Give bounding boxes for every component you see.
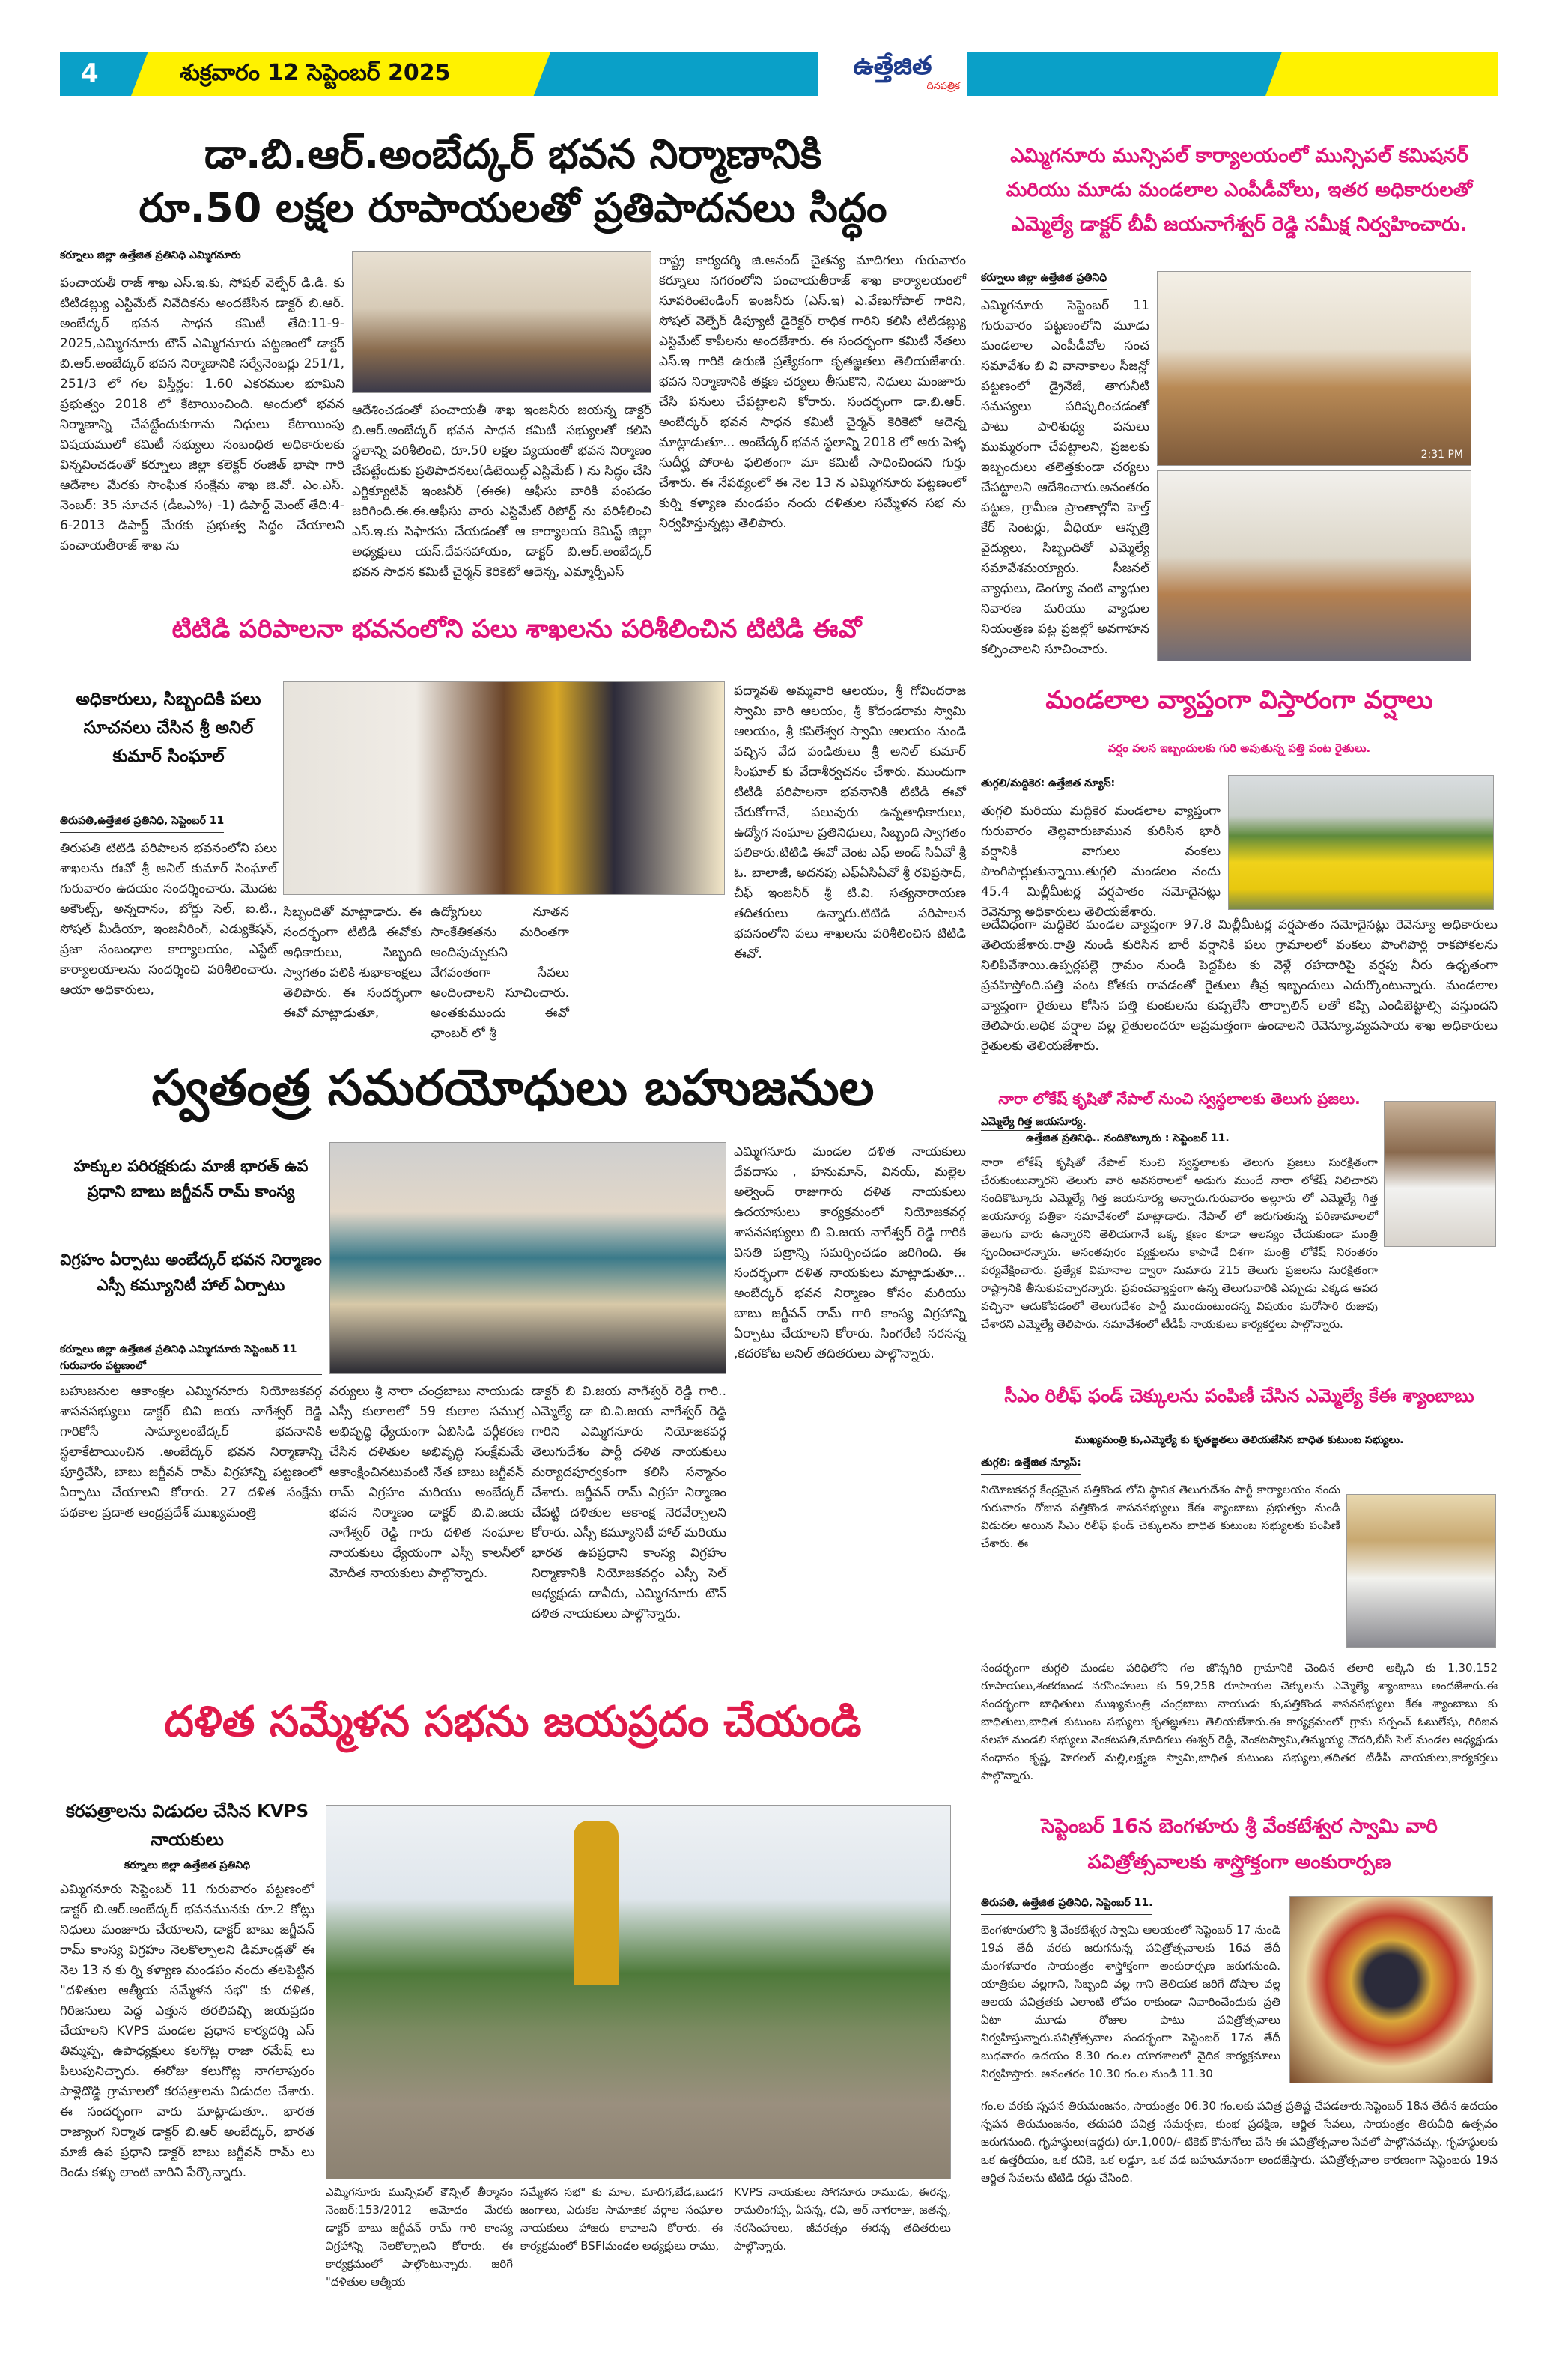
article-text: తుగ్గలి మరియు మద్దికెర మండలాల వ్యాప్తంగా గురువారం తెల్లవారుజామున కురిసిన భారీ వర్షానికి వాగులు వంకలు పొంగిపొర్లుతున్నాయి.తుగ్గలి మండలం నందు 45.4 మిల్లీమీటర్ల వర్షపాతం నమోదైనట్లు రెవెన్యూ అధికారులు తెలియజేశారు. (981, 804, 1221, 920)
byline: ఉత్తేజిత ప్రతినిధి.. నందికొట్కూరు : సెప్టెంబర్ 11. (1026, 1132, 1230, 1144)
article-text: సిబ్బందితో మాట్లాడారు. ఈ సందర్భంగా టిటిడి ఈవోకు అధికారులు, సిబ్బంది స్వాగతం పలికి శుభాకాంక్షలు తెలిపారు. ఈ సందర్భంగా ఈవో మాట్లాడుతూ, (283, 905, 422, 1021)
byline: కర్నూలు జిల్లా ఉత్తేజిత ప్రతినిధి ఎమ్మిగనూరు సెప్టెంబర్ 11 గురువారం పట్టణంలో (60, 1341, 322, 1375)
article-5-subheadline-1: హక్కుల పరిరక్షకుడు మాజీ భారత్ ఉప ప్రధాని బాబు జగ్జీవన్ రామ్ కాంస్య (73, 1157, 309, 1200)
article-1-headline (60, 127, 966, 235)
byline: తిరుపతి,ఉత్తేజిత ప్రతినిధి, సెప్టెంబర్ 11 (60, 815, 224, 833)
photo-venkateswara-deity (1289, 1896, 1493, 2083)
article-text: బెంగళూరులోని శ్రీ వేంకటేశ్వర స్వామి ఆలయంలో సెప్టెంబర్ 17 నుండి 19వ తేదీ వరకు జరుగనున్న పవిత్రోత్సవాలకు 16వ తేదీ మంగళవారం సాయంత్రం శాస్త్రోక్తంగా అంకురార్పణ జరుగనుంది. యాత్రికుల వల్లగాని, సిబ్బంది వల్ల గాని తెలియక జరిగే దోషాల వల్ల ఆలయ పవిత్రతకు ఎలాంటి లోపం రాకుండా నివారించేందుకు ప్రతి ఏటా మూడు రోజుల పాటు పవిత్రోత్సవాలు నిర్వహిస్తున్నారు.పవిత్రోత్సవాల సందర్భంగా సెప్టెంబర్ 17న తేదీ బుధవారం ఉదయం 8.30 గం.ల యాగశాలలో వైదిక కార్యక్రమాలు నిర్వహిస్తారు. అనంతరం 10.30 గం.ల నుండి 11.30 (981, 1923, 1280, 2080)
article-text: సమ్మేళన సభ" కు మాల, మాదిగ,బేడ,బుడగ జంగాలు, ఎరుకల సామాజిక వర్గాల సంఘాల నాయకులు హాజరు కావాలని కోరారు. ఈ కార్యక్రమంలో BSFIమండల అధ్యక్షులు రాము, (520, 2185, 723, 2253)
article-text: KVPS నాయకులు సోగనూరు రాముడు, ఈరన్న, రామలింగప్ప, ఏసన్న, రవి, ఆర్ నాగరాజు, జతన్న, నరసింహులు, జీవరత్నం ఈరన్న తదితరులు పాల్గొన్నారు. (734, 2185, 951, 2253)
article-text: డాక్టర్ బి వి.జయ నాగేశ్వర్ రెడ్డి గారి.. ఎమ్మెల్యే డా బి.వి.జయ నాగేశ్వర్ రెడ్డి గారిని ఎమ్మిగనూరు నియోజకవర్గ తెలుగుదేశం పార్టీ దళిత నాయకులు మర్యాదపూర్వకంగా కలిసి సన్మానం చేశారు. జగ్జీవన్ రామ్ విగ్రహ నిర్మాణం చేపట్టి దళితుల ఆకాంక్ష నెరవేర్చాలని కోరారు. ఎస్సీ కమ్యూనిటీ హాల్ మరియు భారత ఉపప్రధాని కాంస్య విగ్రహం నిర్మాణానికి నియోజకవర్గం ఎస్సీ సెల్ అధ్యక్షుడు దావీదు, ఎమ్మిగనూరు టౌన్ దళిత నాయకులు పాల్గొన్నారు. (532, 1384, 726, 1621)
article-3-headline: టిటిడి పరిపాలనా భవనంలోని పలు శాఖలను పరిశీలించిన టిటిడి ఈవో (171, 614, 862, 644)
article-text: పంచాయతీ రాజ్ శాఖ ఎస్.ఇ.కు, సోషల్ వెల్ఫేర్ డి.డి. కు టిటిడబ్ల్యు ఎస్టిమేట్ నివేదికను అందజేసిన డాక్టర్ బి.ఆర్. అంబేద్కర్ భవన సాధన కమిటీ తేది:11-9-2025,ఎమ్మిగనూరు టౌన్ ఎమ్మిగనూరు పట్టణంలో డాక్టర్ బి.ఆర్.అంబేద్కర్ భవన నిర్మాణానికి సర్వేనెంబర్లు 251/1, 251/3 లో గల విస్తీర్ణం: 1.60 ఎకరముల భూమిని ప్రభుత్వం 2018 లో కేటాయించింది. అందులో భవన నిర్మాణాన్ని చేపట్టేందుకుగాను నిధులు కేటాయింపు విషయములో కమిటీ సభ్యులు సంబంధిత అధికారులకు విన్నవించడంతో కర్నూలు జిల్లా కలెక్టర్ రంజిత్ భాషా గారి ఆదేశాల మేరకు సాంఘిక సంక్షేమ శాఖ జి.వో. ఎం.ఎస్. నెంబర్: 35 సూచన (డీఒఎ%) -1) డిపార్ట్ మెంట్ తేది:4-6-2013 డిపార్ట్ మేరకు ప్రభుత్వ సిద్ధం చేయాలని పంచాయతీరాజ్ శాఖ ను (60, 276, 344, 553)
photo-ttd-eo-puja (283, 681, 725, 895)
headline-line-1: డా.బి.ఆర్.అంబేద్కర్ భవన నిర్మాణానికి (204, 130, 822, 177)
article-text: పద్మావతి అమ్మవారి ఆలయం, శ్రీ గోవిందరాజ స్వామి వారి ఆలయం, శ్రీ కోదండరామ స్వామి ఆలయం, శ్రీ కపిలేశ్వర స్వామి ఆలయం నుండి వచ్చిన వేద పండితులు శ్రీ అనిల్ కుమార్ సింఘాల్ కు వేదాశీర్వచనం చేశారు. ముందుగా టిటిడి పరిపాలనా భవనానికి టిటిడి ఈవో చేరుకోగానే, పలువురు ఉన్నతాధికారులు, ఉద్యోగ సంఘాల ప్రతినిధులు, సిబ్బంది స్వాగతం పలికారు.టిటిడి ఈవో వెంట ఎఫ్ అండ్ సిఏవో శ్రీ ఓ. బాలాజీ, అదనపు ఎఫ్ఏసిఏవో శ్రీ రవిప్రసాద్, చీఫ్ ఇంజనీర్ శ్రీ టి.వి. సత్యనారాయణ తదితరులు ఉన్నారు.టిటిడి పరిపాలన భవనంలోని పలు శాఖలను పరిశీలించిన టిటిడి ఈవో. (734, 684, 966, 962)
photo-cheque-distribution (1346, 1494, 1496, 1648)
byline: తుగ్గలి/మద్దికెర: ఉత్తేజిత న్యూస్: (981, 777, 1115, 795)
article-7-headline: సీఎం రిలీఫ్ ఫండ్ చెక్కులను పంపిణీ చేసిన ఎమ్మెల్యే కేఈ శ్యాంబాబు (1004, 1385, 1474, 1406)
masthead-yellow-right (1265, 52, 1498, 96)
article-text: తిరుపతి టిటిడి పరిపాలన భవనంలోని పలు శాఖలను ఈవో శ్రీ అనిల్ కుమార్ సింఘాల్ గురువారం ఉదయం సందర్శించారు. మొదట అకౌంట్స్, అన్నదానం, బోర్డు సెల్, ఐ.టి., సోషల్ మీడియా, ఇంజనీరింగ్, ఎడ్యుకేషన్, ప్రజా సంబంధాల కార్యాలయం, ఎస్టేట్ కార్యాలయాలను సందర్శించి పరిశీలించారు. ఆయా అధికారులు, (60, 841, 277, 998)
byline: తిరుపతి, ఉత్తేజిత ప్రతినిధి, సెప్టెంబర్ 11. (981, 1897, 1152, 1915)
ambedkar-statue (574, 1821, 619, 1985)
photo-timestamp: 2:31 PM (1420, 449, 1463, 461)
article-text: ఎమ్మిగనూరు సెప్టెంబర్ 11 గురువారం పట్టణంలోని మూడు మండలాల ఎంపీడీవోల సంచ సమావేశం బి వి వానాకాలం సీజన్లో పట్టణంలో డ్రైనేజీ, తాగునీటి సమస్యలు పరిష్కరించడంతో పాటు పారిశుధ్య పనులు ముమ్మరంగా చేపట్టాలని, ప్రజలకు ఇబ్బందులు తలెత్తకుండా చర్యలు చేపట్టాలని ఆదేశించారు.అనంతరం పట్టణ, గ్రామీణ ప్రాంతాల్లోని హెల్త్ కేర్ సెంటర్లు, వీధియా ఆస్పత్రి వైద్యులు, సిబ్బందితో ఎమ్మెల్యే సమావేశమయ్యారు. సీజనల్ వ్యాధులు, డెంగ్యూ వంటి వ్యాధుల నివారణ మరియు వ్యాధుల నియంత్రణ పట్ల ప్రజల్లో అవగాహన కల్పించాలని సూచించారు. (981, 298, 1149, 657)
article-2-headline: ఎమ్మిగనూరు మున్సిపల్ కార్యాలయంలో మున్సిపల్ కమిషనర్ మరియు మూడు మండలాల ఎంపీడీవోలు, ఇతర అధికారులతో ఎమ్మెల్యే డాక్టర్ బీవీ జయనాగేశ్వర్ రెడ్డి సమీక్ష నిర్వహించారు. (1006, 145, 1473, 236)
article-text: ఎమ్మిగనూరు మండల దళిత నాయకులు దేవదాసు , హనుమాన్, వినయ్, మల్లెల అల్వెంద్ రాజుగారు దళిత నాయకులు ఉదయాసులు కార్యక్రమంలో నియోజకవర్గ శాసనసభ్యులు బి వి.జయ నాగేశ్వర్ రెడ్డి గారికి వినతి పత్రాన్ని సమర్పించడం జరిగింది. ఈ సందర్భంగా దళిత నాయకులు మాట్లాడుతూ... అంబేద్కర్ భవన నిర్మాణం కోసం మరియు బాబు జగ్జీవన్ రామ్ గారి కాంస్య విగ్రహాన్ని ఏర్పాటు చేయాలని కోరారు. సింగరేణి నరసన్న ,కదరకోట అనిల్ తదితరులు పాల్గొన్నారు. (734, 1144, 966, 1361)
byline: కర్నూలు జిల్లా ఉత్తేజిత ప్రతినిధి ఎమ్మిగనూరు (60, 249, 241, 267)
article-text: ఎమ్మిగనూరు మున్సిపల్ కౌన్సిల్ తీర్మానం నెంబర్:153/2012 ఆమోదం మేరకు డాక్టర్ బాబు జగ్జీవన్ రామ్ గారి కాంస్య విగ్రహాన్ని నెలకొల్పాలని కోరారు. ఈ కార్యక్రమంలో పాల్గొంటున్నారు. జరిగే "దళితుల ఆత్మీయ (326, 2185, 513, 2289)
article-text: గం.ల వరకు స్నపన తిరుమంజనం, సాయంత్రం 06.30 గం.లకు పవిత్ర ప్రతిష్ట చేపడతారు.సెప్టెంబర్ 18న తేదీన ఉదయం స్నపన తిరుమంజనం, తదుపరి పవిత్ర సమర్పణ, కుంభ ప్రదక్షిణ, ఆర్జిత సేవలు, సాయంత్రం తిరువీధి ఉత్సవం జరుగనుంది. గృహస్థులు(ఇద్దరు) రూ.1,000/- టికెట్ కొనుగోలు చేసి ఈ పవిత్రోత్సవాల సేవలో పాల్గొనవచ్చు. గృహస్థులకు ఒక ఉత్తరీయం, ఒక రవికె, ఒక లడ్డూ, ఒక వడ బహుమానంగా అందజేస్తారు. పవిత్రోత్సవాల కారణంగా సెప్టెంబరు 19న ఆర్జిత సేవలను టిటిడి రద్దు చేసింది. (981, 2099, 1498, 2185)
article-text: అదేవిధంగా మద్దికెర మండల వ్యాప్తంగా 97.8 మిల్లీమీటర్ల వర్షపాతం నమోదైనట్లు రెవెన్యూ అధికారులు తెలియజేశారు.రాత్రి నుండి కురిసిన భారీ వర్షానికి పలు గ్రామాలలో వంకలు పొంగిపొర్లి రాకపోకలను నిలిపివేశాయి.ఉప్పర్లపల్లె గ్రామం నుండి పెద్దపేట కు వెళ్లే రహదారిపై వర్షపు నీరు ఉధృతంగా ప్రవహిస్తోంది.పత్తి పంట కోతకు రావడంతో రైతులు తీవ్ర ఇబ్బందులు ఎదుర్కొంటున్నారు. మండలాల వ్యాప్తంగా రైతులు కోసిన పత్తి కుంకులను కుప్పలేసి తార్పాలిన్ లతో కప్పి ఎండిబెట్టాల్సి వస్తుందని తెలిపారు.అధిక వర్షాల వల్ల రైతులందరూ అప్రమత్తంగా ఉండాలని రెవెన్యూ,వ్యవసాయ శాఖ అధికారులు రైతులకు తెలియజేశారు. (981, 917, 1498, 1054)
photo-felicitation-mla (329, 1142, 726, 1374)
article-text: నారా లోకేష్ కృషితో నేపాల్ నుంచి స్వస్థలాలకు తెలుగు ప్రజలు సురక్షితంగా చేరుకుంటున్నారని తెలుగు వారి అవసరాలలో అడుగు ముందే నారా లోకేష్ నిలిచారని నందికొట్కూరు ఎమ్మెల్యే గిత్త జయసూర్య అన్నారు.గురువారం అల్లూరు లో ఎమ్మెల్యే గిత్త జయసూర్య పత్రికా సమావేశంలో మాట్లాడారు. నేపాల్ లో జరుగుతున్న పరిణామాలలో తెలుగు వారు ఉన్నారని తెలియగానే ఒక్క క్షణం కూడా ఆలస్యం చేయకుండా మంత్రి స్పందించారన్నారు. అనంతపురం వ్యక్తులను కాపాడే దిశగా మంత్రి లోకేష్ నిరంతరం పర్యవేక్షించారు. ప్రత్యేక విమానాల ద్వారా సుమారు 215 తెలుగు ప్రజలను సురక్షితంగా రాష్ట్రానికి తీసుకువచ్చారన్నారు. ప్రపంచవ్యాప్తంగా ఉన్న తెలుగువారికి ఎప్పుడు ఎక్కడ ఆపద వచ్చినా ఆదుకోవడంలో తెలుగుదేశం పార్టీ ముందుంటుందన్న విషయం మరోసారి రుజువు చేశారని ఎమ్మెల్యే తెలిపారు. సమావేశంలో టీడీపీ నాయకులు కార్యకర్తలు పాల్గొన్నారు. (981, 1156, 1378, 1331)
logo (818, 51, 967, 99)
article-4-subheadline: వర్షం వలన ఇబ్బందులకు గురి అవుతున్న పత్తి పంట రైతులు. (1107, 741, 1371, 755)
article-8-subheadline: కరపత్రాలను విడుదల చేసిన KVPS నాయకులు (65, 1802, 309, 1850)
article-6-subheadline: ఎమ్మెల్యే గిత్త జయసూర్య. (981, 1116, 1087, 1131)
photo-officials-meeting (352, 251, 651, 393)
article-6-headline: నారా లోకేష్ కృషితో నేపాల్ నుంచి స్వస్థలాలకు తెలుగు ప్రజలు. (998, 1090, 1361, 1108)
logo-subtitle: దినపత్రిక (926, 81, 960, 92)
photo-review-meeting-bottom (1157, 470, 1471, 661)
logo-text: ఉత్తేజిత (853, 51, 932, 81)
article-text: ఆదేశించడంతో పంచాయతీ శాఖ ఇంజనీరు జయన్న డాక్టర్ బి.ఆర్.అంబేద్కర్ భవన సాధన కమిటీ సభ్యులతో కలిసి స్థలాన్ని పరిశీలించి, రూ.50 లక్షల వ్యయంతో భవన నిర్మాణం చేపట్టేందుకు ప్రతిపాదనలు(డిటెయిల్డ్ ఎస్టిమేట్ ) ను సిద్ధం చేసి ఎగ్జిక్యూటివ్ ఇంజనీర్ (ఈఈ) ఆఫీసు వారికి పంపడం జరిగింది.ఈ.ఈ.ఆఫీసు వారు ఎస్టిమేట్ రిపోర్ట్ ను పరిశీలించి ఎస్.ఇ.కు సిఫారసు చేయడంతో ఆ కార్యాలయ కెమిస్ట్ జిల్లా అధ్యక్షులు యస్.దేవసహాయం, డాక్టర్ బి.ఆర్.అంబేద్కర్ భవన సాధన కమిటీ చైర్మన్ కెరికెటో ఆదెన్న, ఎమ్మార్పీఎస్ (352, 403, 651, 580)
article-text: ఎమ్మిగనూరు సెప్టెంబర్ 11 గురువారం పట్టణంలో డాక్టర్ బి.ఆర్.అంబేద్కర్ భవనమునకు రూ.2 కోట్లు నిధులు మంజూరు చేయాలని, డాక్టర్ బాబు జగ్జీవన్ రామ్ కాంస్య విగ్రహం నెలకొల్పాలని డిమాండ్లతో ఈ నెల 13 న కు ర్ని కళ్యాణ మండపం నందు తలపెట్టిన "దళితుల ఆత్మీయ సమ్మేళన సభ" కు దళిత, గిరిజనులు పెద్ద ఎత్తున తరలివచ్చి జయప్రదం చేయాలని KVPS మండల ప్రధాన కార్యదర్శి ఎస్ తిమ్మప్ప, ఉపాధ్యక్షులు కలగొట్ల రాజా రమేష్ లు పిలుపునిచ్చారు. ఈరోజు కలుగొట్ల నాగలాపురం పాళ్లెదొడ్డి గ్రామాలలో కరపత్రాలను విడుదల చేశారు. ఈ సందర్భంగా వారు మాట్లాడుతూ.. భారత రాజ్యాంగ నిర్మాత డాక్టర్ బి.ఆర్ అంబేద్కర్, భారత మాజీ ఉప ప్రధాని డాక్టర్ బాబు జగ్జీవన్ రామ్ లు రెండు కళ్ళు లాంటి వారిని పేర్కొన్నారు. (60, 1882, 314, 2180)
article-4-headline: మండలాల వ్యాప్తంగా విస్తారంగా వర్షాలు (1045, 685, 1433, 715)
photo-mla-portrait (1384, 1101, 1496, 1247)
photo-kvps-pamphlet-release (326, 1805, 951, 2179)
byline: కర్నూలు జిల్లా ఉత్తేజిత ప్రతినిధి (981, 272, 1107, 290)
article-text: నియోజకవర్గ కేంద్రమైన పత్తికొండ లోని స్థానిక తెలుగుదేశం పార్టీ కార్యాలయం నందు గురువారం రోజున పత్తికొండ శాసనసభ్యులు కేఈ శ్యాంబాబు ప్రభుత్వం నుండి విడుదల అయిన సీఎం రిలీఫ్ ఫండ్ చెక్కులను బాధిత కుటుంబ సభ్యులకు పంపిణీ చేశారు. ఈ (981, 1483, 1340, 1550)
article-7-subheadline: ముఖ్యమంత్రి కు,ఎమ్మెల్యే కు కృతజ్ఞతలు తెలియజేసిన బాధిత కుటుంబ సభ్యులు. (1075, 1434, 1404, 1446)
headline-line-2: రూ.50 లక్షల రూపాయలతో ప్రతిపాదనలు సిద్ధం (139, 184, 887, 231)
article-5-headline: స్వతంత్ర సమరయోధులు బహుజనుల (151, 1059, 875, 1117)
page-number: 4 (81, 58, 99, 88)
article-text: ఉద్యోగులు నూతన సాంకేతికతను మరింతగా అందిపుచ్చుకుని వేగవంతంగా సేవలు అందించాలని సూచించారు. అంతకుముందు ఈవో ఛాంబర్ లో శ్రీ (431, 905, 569, 1041)
photo-review-meeting-top (1157, 271, 1471, 466)
article-3-subheadline: అధికారులు, సిబ్బందికి పలు సూచనలు చేసిన శ్రీ అనిల్ కుమార్ సింఘాల్ (76, 690, 261, 766)
byline: కర్నూలు జిల్లా ఉత్తేజిత ప్రతినిధి (60, 1859, 314, 1874)
byline: తుగ్గలి: ఉత్తేజిత న్యూస్: (981, 1457, 1081, 1475)
article-text: వర్యులు శ్రీ నారా చంద్రబాబు నాయుడు ఎస్సీ కులాలలో 59 కులాల సముగ్ర అభివృద్ధి ధ్యేయంగా ఏబిసిడి వర్గీకరణ చేసిన దళితుల అభివృద్ధి సంక్షేమమే ఆకాంక్షించినటువంటి నేత బాబు జగ్జీవన్ రామ్ విగ్రహం మరియు అంబేద్కర్ భవన నిర్మాణం డాక్టర్ బి.వి.జయ నాగేశ్వర్ రెడ్డి గారు దళిత సంఘాల నాయకులు ధ్యేయంగా ఎస్సీ కాలనీలో మోదీత నాయకులు పాల్గొన్నారు. (329, 1384, 524, 1581)
article-8-headline: దళిత సమ్మేళన సభను జయప్రదం చేయండి (164, 1698, 862, 1746)
issue-date: శుక్రవారం 12 సెప్టెంబర్ 2025 (180, 60, 451, 86)
photo-cotton-drying (1228, 775, 1494, 910)
article-text: రాష్ట్ర కార్యదర్శి జి.ఆనంద్ చైతన్య మాదిగలు గురువారం కర్నూలు నగరంలోని పంచాయతీరాజ్ శాఖ కార్యాలయంలో సూపరింటెండింగ్ ఇంజనీరు (ఎస్.ఇ) ఎ.వేణుగోపాల్ గారిని, సోషల్ వెల్ఫేర్ డిప్యూటీ డైరెక్టర్ రాధిక గారిని కలిసి టిటిడబ్ల్యు ఎస్టిమేట్ కాపీలను అందజేశారు. ఈ సందర్భంగా కమిటీ నేతలు ఎస్.ఇ గారికి ఉరుణి ప్రత్యేకంగా కృతజ్ఞతలు తెలియజేశారు. భవన నిర్మాణానికి తక్షణ చర్యలు తీసుకొని, నిధులు మంజూరు చేసి పనులు చేపట్టాలని కోరారు. సందర్భంగా డా.బి.ఆర్. అంబేద్కర్ భవన సాధన కమిటీ చైర్మన్ కెరికెటో ఆదెన్న మాట్లాడుతూ... అంబేద్కర్ భవన స్థలాన్ని 2018 లో ఆరు పెళ్ళ సుదీర్ఘ పోరాట ఫలితంగా మా కమిటీ సాధించిందని గుర్తు చేశారు. ఈ నేపథ్యంలో ఈ నెల 13 న ఎమ్మిగనూరు పట్టణంలో కుర్ని కళ్యాణ మండపం నందు దళితుల సమ్మేళన సభ ను నిర్వహిస్తున్నట్లు తెలిపారు. (659, 253, 966, 531)
article-9-headline: సెప్టెంబర్ 16న బెంగళూరు శ్రీ వేంకటేశ్వర స్వామి వారి పవిత్రోత్సవాలకు శాస్త్రోక్తంగా అంకురార్పణ (1041, 1815, 1438, 1874)
article-text: బహుజనుల ఆకాంక్షల ఎమ్మిగనూరు నియోజకవర్గ శాసనసభ్యులు డాక్టర్ బివి జయ నాగేశ్వర్ రెడ్డి గారికోసే సామ్యాలంబేద్కర్ భవనానికి స్థలాకేటాయించిన .అంబేద్కర్ భవన నిర్మాణాన్ని పూర్తిచేసి, బాబు జగ్జీవన్ రామ్ విగ్రహాన్ని పట్టణంలో ఏర్పాటు చేయాలని కోరారు. 27 దళిత సంక్షేమ పథకాల ప్రదాత ఆంధ్రప్రదేశ్ ముఖ్యమంత్రి (60, 1384, 322, 1520)
article-text: సందర్భంగా తుగ్గలి మండల పరిధిలోని గల జొన్నగిరి గ్రామానికి చెందిన తలారి అక్కిని కు 1,30,152 రూపాయలు,శంకరబండ నరసింహులు కు 59,258 రూపాయల చెక్కులను ఎమ్మెల్యే శ్యాంబాబు అందజేశారు.ఈ సందర్భంగా బాధితులు ముఖ్యమంత్రి చంద్రబాబు నాయుడు కు,పత్తికొండ శాసనసభ్యులు కేఈ శ్యాంబాబు కు బాధితులు,బాధిత కుటుంబ సభ్యులు కృతజ్ఞతలు తెలియజేశారు.ఈ కార్యక్రమంలో గ్రామ సర్పంచ్ ఓబులేషు, గిరిజన సలహా మండలి సభ్యులు వెంకటపతి,మాదిగలు ఈశ్వర్ రెడ్డి, వెంకటస్వామి,తిమ్మయ్య చౌదరి,బీసీ సెల్ మండల అధ్యక్షుడు సంధానం కృష్ణ, హెగలల్ మల్లి,లక్ష్మణ స్వామి,బాధిత కుటుంబ సభ్యులు,తదితర టీడీపీ నాయకులు,కార్యకర్తలు పాల్గొన్నారు. (981, 1661, 1498, 1782)
article-5-subheadline-2: విగ్రహం ఏర్పాటు అంబేద్కర్ భవన నిర్మాణం ఎస్సీ కమ్యూనిటీ హాల్ ఏర్పాటు (60, 1251, 322, 1294)
